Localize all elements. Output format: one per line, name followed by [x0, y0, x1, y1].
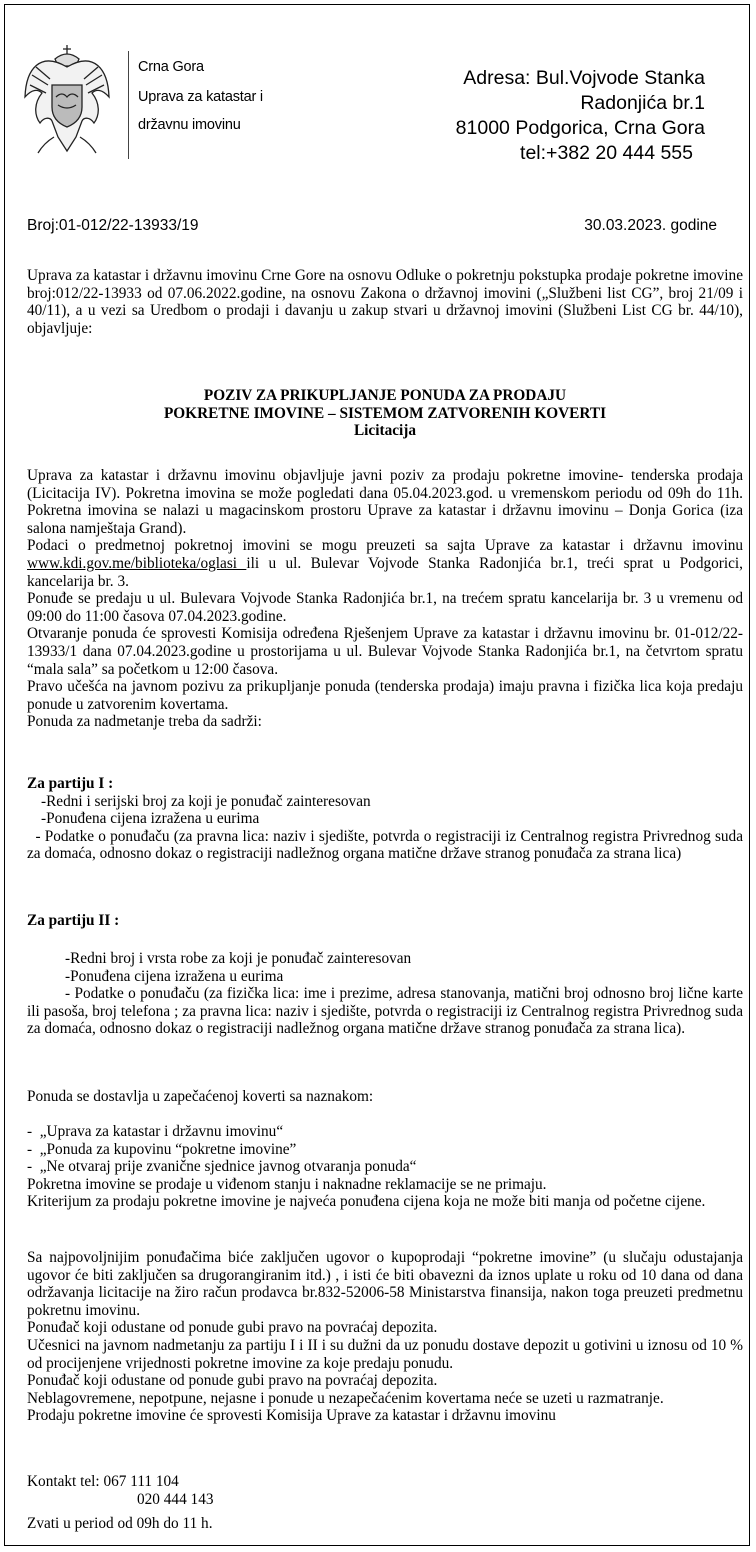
header-address-line2: Radonjića br.1	[580, 92, 705, 114]
envelope-criterion: Kriterijum za prodaju pokretne imovine je najveća ponuđena cijena koja ne može biti manja od početne cijene.	[27, 1193, 706, 1211]
title-line2: POKRETNE IMOVINE – SISTEMOM ZATVORENIH KOVERTI	[163, 404, 607, 422]
document-page	[4, 4, 750, 1546]
contact-phone2: 020 444 143	[137, 1490, 214, 1508]
partija-1-item2: -Ponuđena cijena izražena u eurima	[41, 810, 260, 828]
envelope-item1: - „Uprava za katastar i državnu imovinu“	[27, 1123, 284, 1140]
partija-1-item1: -Redni i serijski broj za koji je ponuđač zainteresovan	[41, 792, 371, 810]
partija-1-section	[27, 775, 747, 863]
paragraph-download-after: ili u ul. Bulevar Vojvode Stanka Radonjića br.1, treći sprat u Podgorici, kancelarija br. 3.	[27, 554, 743, 590]
partija-2-item2: -Ponuđena cijena izražena u eurima	[65, 967, 284, 985]
closing-deposit-loss-2: Ponuđač koji odustane od ponude gubi pravo na povraćaj depozita.	[27, 1372, 438, 1390]
header-divider	[128, 51, 129, 159]
partija-2-item1: -Redni broj i vrsta robe za koji je ponuđač zainteresovan	[65, 950, 412, 967]
contact-hours-block	[27, 1515, 743, 1533]
closing-deposit: Učesnici na javnom nadmetanju za partiju I i II i su dužni da uz ponudu dostave depozit u gotivini u iznosu od 10 % od procijenjene vrijednosti pokretne imovine za koje predaju ponudu.	[27, 1336, 743, 1372]
contact-hours: Zvati u period od 09h do 11 h.	[27, 1515, 213, 1532]
header-phone: tel:+382 20 444 555	[520, 142, 693, 164]
envelope-condition: Pokretna imovine se prodaje u viđenom stanju i naknadne reklamacije se ne primaju.	[27, 1175, 547, 1193]
envelope-section	[27, 1088, 743, 1106]
paragraph-eligibility: Pravo učešća na javnom pozivu za prikupljanje ponuda (tenderska prodaja) imaju pravna i fizička lica koja predaju ponude u zatvorenim kovertama.	[27, 678, 743, 713]
envelope-item2: - „Ponuda za kupovinu “pokretne imovine”	[27, 1140, 297, 1158]
header-address-line3: 81000 Podgorica, Crna Gora	[455, 117, 705, 139]
intro-text: Uprava za katastar i državnu imovinu Crne Gore na osnovu Odluke o pokretnju pokstupka prodaje pokretne imovine broj:012/22-13933 od 07.06.2022.godine, na osnovu Zakona o državnoj imovini („Službeni list CG”, broj 21/09 i 40/11), a u vezi sa Uredbom o prodaji i davanju u zakup stvari u državnoj imovini (Službeni List CG br. 44/10), objavljuje:	[27, 267, 743, 337]
closing-deposit-loss-1: Ponuđač koji odustane od ponude gubi pravo na povraćaj depozita.	[27, 1319, 438, 1337]
partija-2-items	[27, 950, 743, 1038]
header-institution-line2: državnu imovinu	[138, 117, 241, 133]
partija-2-heading: Za partiju II :	[27, 912, 120, 929]
partija-2-item3: - Podatke o ponuđaču (za fizička lica: ime i prezime, adresa stanovanja, matični broj odnosno broj lične karte ili pasoša, broj telefona ; za pravna lica: naziv i sjedište, potvrda o registraciji iz Centralnog registra Privrednog suda za domaća, odnosno dokaz o registraciji nadležnog organa matične države stranog ponuđača za strana lica).	[27, 985, 743, 1038]
partija-1-item3: - Podatke o ponuđaču (za pravna lica: naziv i sjedište, potvrda o registraciji iz Centralnog registra Privrednog suda za domaća, odnosno dokaz o registraciji nadležnog organa matične države stranog ponuđača za strana lica)	[27, 827, 747, 863]
header-address-line1: Adresa: Bul.Vojvode Stanka	[463, 67, 705, 89]
main-body	[27, 467, 743, 731]
title-line3: Licitacija	[353, 422, 417, 440]
paragraph-download	[27, 537, 743, 590]
envelope-item3: - „Ne otvaraj prije zvanične sjednice javnog otvaranja ponuda“	[27, 1158, 417, 1176]
partija-2-section	[27, 912, 743, 930]
closing-section	[27, 1249, 743, 1425]
envelope-intro: Ponuda se dostavlja u zapečaćenoj koverti sa naznakom:	[27, 1088, 374, 1105]
intro-paragraph	[27, 267, 743, 337]
paragraph-opening: Otvaranje ponuda će sprovesti Komisija određena Rješenjem Uprave za katastar i državnu imovinu br. 01-012/22-13933/1 dana 07.04.2023.godine u prostorijama u ul. Bulevar Vojvode Stanka Radonjića br.1, na četvrtom spratu “mala sala” sa početkom u 12:00 časova.	[27, 625, 743, 678]
paragraph-viewing: Uprava za katastar i državnu imovinu objavljuje javni poziv za prodaju pokretne imovine- tenderska prodaja (Licitacija IV). Pokretna imovina se može pogledati dana 05.04.2023.god. u vremenskom periodu od 09h do 11h. Pokretna imovina se nalazi u magacinskom prostoru Uprave za katastar i državnu imovinu – Donja Gorica (iza salona namještaja Grand).	[27, 467, 743, 537]
closing-commission: Prodaju pokretne imovine će sprovesti Komisija Uprave za katastar i državnu imovinu	[27, 1407, 556, 1425]
closing-late-offers: Neblagovremene, nepotpune, nejasne i ponude u nezapečaćenim kovertama neće se uzeti u razmatranje.	[27, 1389, 664, 1407]
header-institution-line1: Uprava za katastar i	[138, 89, 263, 105]
header-country: Crna Gora	[138, 59, 204, 75]
paragraph-submission: Ponuđe se predaju u ul. Bulevara Vojvode Stanka Radonjića br.1, na trećem spratu kancelarija br. 3 u vremenu od 09:00 do 11:00 časova 07.04.2023.godine.	[27, 590, 743, 625]
title-line1: POZIV ZA PRIKUPLJANJE PONUDA ZA PRODAJU	[203, 387, 567, 404]
paragraph-download-before: Podaci o predmetnoj pokretnoj imovini se mogu preuzeti sa sajta Uprave za katastar i državnu imovinu	[27, 537, 743, 555]
document-date: 30.03.2023. godine	[584, 217, 717, 234]
envelope-labels	[27, 1123, 743, 1211]
coat-of-arms-emblem	[22, 45, 112, 157]
paragraph-contents: Ponuda za nadmetanje treba da sadrži:	[27, 713, 262, 731]
contact-section	[27, 1473, 743, 1508]
partija-1-heading: Za partiju I :	[27, 775, 114, 792]
reference-number: Broj:01-012/22-13933/19	[27, 217, 199, 234]
closing-contract: Sa najpovoljnijim ponuđačima biće zaključen ugovor o kupoprodaji “pokretne imovine” (u slučaju odustajanja ugovor će biti zaključen sa drugorangiranim itd.) , i isti će biti obavezni da iznos uplate u roku od 10 dana od dana održavanja licitacije na žiro račun prodavca br.832-52006-58 Ministarstva finansija, nakon toga preuzeti predmetnu pokretnu imovinu.	[27, 1249, 743, 1319]
contact-phone1: Kontakt tel: 067 111 104	[27, 1473, 179, 1490]
website-link[interactable]: www.kdi.gov.me/biblioteka/oglasi	[27, 554, 247, 572]
notice-title	[27, 387, 743, 440]
